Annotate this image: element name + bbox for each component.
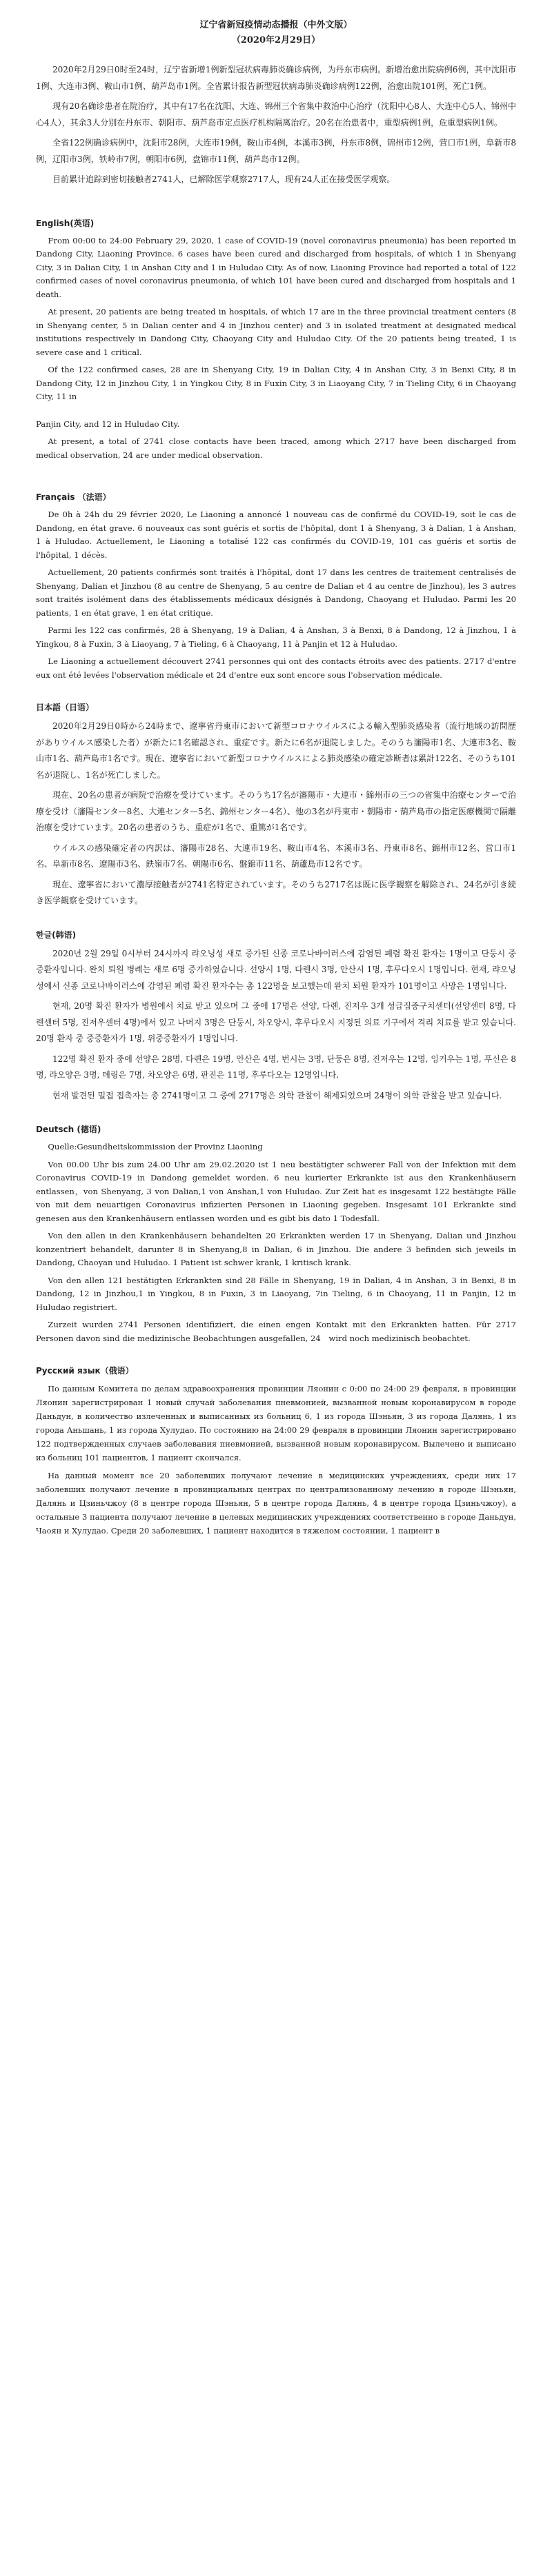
de-paragraph-4: Zurzeit wurden 2741 Personen identifiziert, die einen engen Kontakt mit den Erkrankten hatten. Für 2717 Personen davon sind die medizinische Beobachtungen ausgefallen, 24 wird noch medizinisch beobachtet. [36, 1320, 516, 1343]
section-heading-japanese: 日本語（日语） [36, 703, 95, 712]
section-japanese [36, 701, 516, 909]
fr-paragraph-4: Le Liaoning a actuellement découvert 2741 personnes qui ont des contacts étroits avec des patients. 2717 d'entre eux ont été levées l'observation médicale et 24 d'entre eux sont encore sous l'observation médicale. [36, 656, 516, 680]
section-english [36, 217, 516, 463]
zh-paragraph-1: 2020年2月29日0时至24时，辽宁省新增1例新型冠状病毒肺炎确诊病例，为丹东市病例。新增治愈出院病例6例，其中沈阳市1例、大连市3例、鞍山市1例、葫芦岛市1例。全省累计报告新型冠状病毒肺炎确诊病例122例，治愈出院101例，死亡1例。 [36, 65, 516, 91]
en-paragraph-3: Of the 122 confirmed cases, 28 are in Shenyang City, 19 in Dalian City, 4 in Anshan City, 3 in Benxi City, 8 in Dandong City, 12 in Jinzhou City, 1 in Yingkou City, 8 in Fuxin City, 3 in Liaoyang City, 7 in Tieling City, 6 in Chaoyang City, 11 in [36, 365, 516, 401]
fr-paragraph-1: De 0h à 24h du 29 février 2020, Le Liaoning a annoncé 1 nouveau cas de confirmé du COVID-19, soit le cas de Dandong, en état grave. 6 nouveaux cas sont guéris et sortis de l'hôpital, dont 1 à Shenyang, 3 à Dalian, 1 à Anshan, 1 à Huludao. Actuellement, le Liaoning a totalisé 122 cas confirmés du COVID-19, 101 cas guéris et sortis de l'hôpital, 1 décès. [36, 510, 516, 560]
ja-paragraph-2: 現在、20名の患者が病院で治療を受けています。そのうち17名が瀋陽市・大連市・錦州市の三つの省集中治療センターで治療を受け（瀋陽センター8名、大連センター5名、錦州センター4名）、他の3名が丹東市・朝陽市・葫芦島市の指定医療機関で隔離治療を受けています。20名の患者のうち、重症が1名で、重篤が1名です。 [36, 790, 516, 832]
ru-paragraph-1: По данным Комитета по делам здравоохранения провинции Ляонин с 0:00 по 24:00 29 февраля, в провинции Ляонин зарегистрирован 1 новый случай заболевания пневмонией, вызванной новым коронавирусом в городе Даньдун, в количество излеченных и выписанных из больниц 6, 1 из города Шэньян, 3 из города Далянь, 1 из города Аньшань, 1 из города Хулудао. По состоянию на 24:00 29 февраля в провинции Ляонин зарегистрировано 122 подтвержденных случаев заболевания пневмонией, вызванной новым коронавирусом. Вылечено и выписано из больниц 101 пациентов, 1 пациент скончался. [36, 1384, 516, 1462]
de-source: Quelle:Gesundheitskommission der Provinz Liaoning [48, 1142, 263, 1151]
ko-paragraph-2: 현재, 20명 확진 환자가 병원에서 치료 받고 있으며 그 중에 17명은 선양, 다롄, 진저우 3개 성급집중구치센터(선양센터 8명, 다롄센터 5명, 진저우센터 4명)에서 있고 나머지 3명은 단둥시, 차오양시, 후루다오시 지정된 의료 기구에서 격리 치료를 받고 있습니다. 20명 환자 중 중증환자가 1명, 위중증환자가 1명입니다. [36, 1001, 516, 1043]
section-chinese [36, 62, 516, 188]
ja-paragraph-1: 2020年2月29日0時から24時まで、遼寧省丹東市において新型コロナウイルスによる輸入型肺炎感染者（流行地域の訪問歴がありウイルス感染した者）が新たに1名確認され、重症です。新たに6名が退院しました。そのうち瀋陽市1名、大連市3名、鞍山市1名、葫芦島市1名です。現在、遼寧省において新型コロナウイルスによる肺炎感染の確定診断者は累計122名、そのうち101名が退院し、1名が死亡しました。 [36, 721, 516, 780]
ko-paragraph-4: 현재 발견된 밀접 접촉자는 총 2741명이고 그 중에 2717명은 의학 관찰이 해제되었으며 24명이 의학 관찰을 받고 있습니다. [52, 1090, 502, 1100]
doc-date: （2020年2月29日） [231, 35, 321, 46]
section-heading-german: Deutsch (德语) [36, 1125, 101, 1134]
de-paragraph-2: Von den allen in den Krankenhäusern behandelten 20 Erkrankten werden 17 in Shenyang, Dalian und Jinzhou konzentriert behandelt, darunter 8 in Shenyang,8 in Dalian, 6 in Jinzhou. Die andere 3 befinden sich jeweils in Dandong, Chaoyan und Huludao. 1 Patient ist schwer krank, 1 kritisch krank. [36, 1231, 516, 1267]
doc-title: 辽宁省新冠疫情动态播报（中外文版） [199, 20, 353, 30]
section-heading-russian: Русский язык（俄语） [36, 1366, 134, 1376]
section-heading-english: English(英语) [36, 218, 95, 228]
section-korean [36, 929, 516, 1105]
fr-paragraph-2: Actuellement, 20 patients confirmés sont traités à l'hôpital, dont 17 dans les centres de traitement centralisés de Shenyang, Dalian et Jinzhou (8 au centre de Shenyang, 5 au centre de Dalian et 4 au centre de Jinzhou), les 3 autres sont traités isolément dans des établissements médicaux désignés à Dandong, Chaoyang et Huludao. Parmi les 20 patients, 1 en état grave, 1 en état critique. [36, 567, 516, 618]
de-paragraph-1: Von 00.00 Uhr bis zum 24.00 Uhr am 29.02.2020 ist 1 neu bestätigter schwerer Fall von der Infektion mit dem Coronavirus COVID-19 in Dandong gemeldet worden. 6 neu kurierter Erkrankte ist aus den Krankenhäusern entlassen，von Shenyang, 3 von Dalian,1 von Anshan,1 von Huludao. Zur Zeit hat es insgesamt 122 bestätigte Fälle von mit dem neuartigen Coronavirus infizierten Personen in Liaoning gegeben. Insgesamt 101 Erkrankte sind genesen aus den Krankenhäusern entlassen worden und es gibt bis dato 1 Todesfall. [36, 1159, 516, 1223]
ja-paragraph-3: ウイルスの感染確定者の内訳は、瀋陽市28名、大連市19名、鞍山市4名、本溪市3名、丹東市8名、錦州市12名、営口市1名、阜新市8名、遼陽市3名、鉄嶺市7名、朝陽市6名、盤錦市11名、葫蘆島市12名です。 [36, 843, 516, 869]
de-paragraph-3: Von den allen 121 bestätigten Erkrankten sind 28 Fälle in Shenyang, 19 in Dalian, 4 in Anshan, 3 in Benxi, 8 in Dandong, 12 in Jinzhou,1 in Yingkou, 8 in Fuxin, 3 in Liaoyang, 7in Tieling, 6 in Chaoyang, 11 in Panjin, 12 in Huludao registriert. [36, 1275, 516, 1312]
ko-paragraph-1: 2020년 2월 29일 0시부터 24시까지 랴오닝성 새로 증가된 신종 코로나바이러스에 감염된 폐렴 확진 환자는 1명이고 단둥시 중증환자입니다. 완치 퇴원 병례는 새로 6명 증가하였습니다. 선양시 1명, 다롄시 3명, 안산시 1명, 후루다오시 1명입니다. 현재, 랴오닝성에서 신종 코로나바이러스에 감염된 폐렴 확진 환자수는 총 122명을 보고했는데 완치 퇴원 환자가 101명이고 사망은 1명입니다. [36, 948, 516, 991]
section-heading-korean: 한글(韩语) [36, 929, 77, 940]
section-heading-french: Français （法语） [36, 492, 111, 502]
en-paragraph-2: At present, 20 patients are being treated in hospitals, of which 17 are in the three provincial treatment centers (8 in Shenyang center, 5 in Dalian center and 4 in Jinzhou center) and 3 in isolated treatment at designated medical institutions respectively in Dandong City, Chaoyang City and Huludao City. Of the 20 patients being treated, 1 is severe case and 1 critical. [36, 307, 516, 357]
ja-paragraph-4: 現在、遼寧省において濃厚接触者が2741名特定されています。そのうち2717名は既に医学観察を解除され、24名が引き続き医学観察を受けています。 [36, 879, 516, 905]
zh-paragraph-3: 全省122例确诊病例中，沈阳市28例，大连市19例，鞍山市4例，本溪市3例，丹东市8例，锦州市12例，营口市1例，阜新市8例，辽阳市3例，铁岭市7例，朝阳市6例，盘锦市11例，葫芦岛市12例。 [36, 138, 516, 164]
fr-paragraph-3: Parmi les 122 cas confirmés, 28 à Shenyang, 19 à Dalian, 4 à Anshan, 3 à Benxi, 8 à Dandong, 12 à Jinzhou, 1 à Yingkou, 8 à Fuxin, 3 à Liaoyang, 7 à Tieling, 6 à Chaoyang, 11 à Panjin et 12 à Huludao. [36, 625, 516, 649]
en-paragraph-4: At present, a total of 2741 close contacts have been traced, among which 2717 have been discharged from medical observation, 24 are under medical observation. [36, 436, 516, 460]
ru-paragraph-2: На данный момент все 20 заболевших получают лечение в медицинских учреждениях, среди них 17 заболевших получают лечение в провинциальных центрах по централизованному лечению в городе Шэньян, Далянь и Цзиньчжоу (8 в центре города Шэньян, 5 в центре города Далянь, 4 в центре города Цзиньчжоу), а остальные 3 пациента получают лечение в целевых медицинских учреждениях соответственно в городе Даньдун, Чаоян и Хулудао. Среди 20 заболевших, 1 пациент находится в тяжелом состоянии, 1 пациент в [36, 1471, 516, 1536]
zh-paragraph-4: 目前累计追踪到密切接触者2741人，已解除医学观察2717人，现有24人正在接受医学观察。 [52, 174, 395, 184]
ko-paragraph-3: 122명 확진 환자 중에 선양은 28명, 다롄은 19명, 안산은 4명, 번시는 3명, 단둥은 8명, 진저우는 12명, 잉커우는 1명, 푸신은 8명, 랴오양은 3명, 톄링은 7명, 차오양은 6명, 판진은 11명, 후루다오는 12명입니다. [36, 1054, 516, 1080]
section-russian [36, 1365, 516, 1538]
zh-paragraph-2: 现有20名确诊患者在院治疗，其中有17名在沈阳、大连、锦州三个省集中救治中心治疗（沈阳中心8人、大连中心5人、锦州中心4人），其余3人分别在丹东市、朝阳市、葫芦岛市定点医疗机构隔离治疗。20名在治患者中，重型病例1例，危重型病例1例。 [36, 101, 516, 128]
section-french [36, 491, 516, 682]
en-paragraph-1: From 00:00 to 24:00 February 29, 2020, 1 case of COVID-19 (novel coronavirus pneumonia) has been reported in Dandong City, Liaoning Province. 6 cases have been cured and discharged from hospitals, of which 1 in Shenyang City, 3 in Dalian City, 1 in Anshan City and 1 in Huludao City. As of now, Liaoning Province had reported a total of 122 confirmed cases of novel coronavirus pneumonia, of which 101 have been cured and discharged from hospitals and 1 death. [36, 235, 516, 299]
en-paragraph-3-cont: Panjin City, and 12 in Huludao City. [36, 419, 180, 429]
section-german [36, 1123, 516, 1345]
